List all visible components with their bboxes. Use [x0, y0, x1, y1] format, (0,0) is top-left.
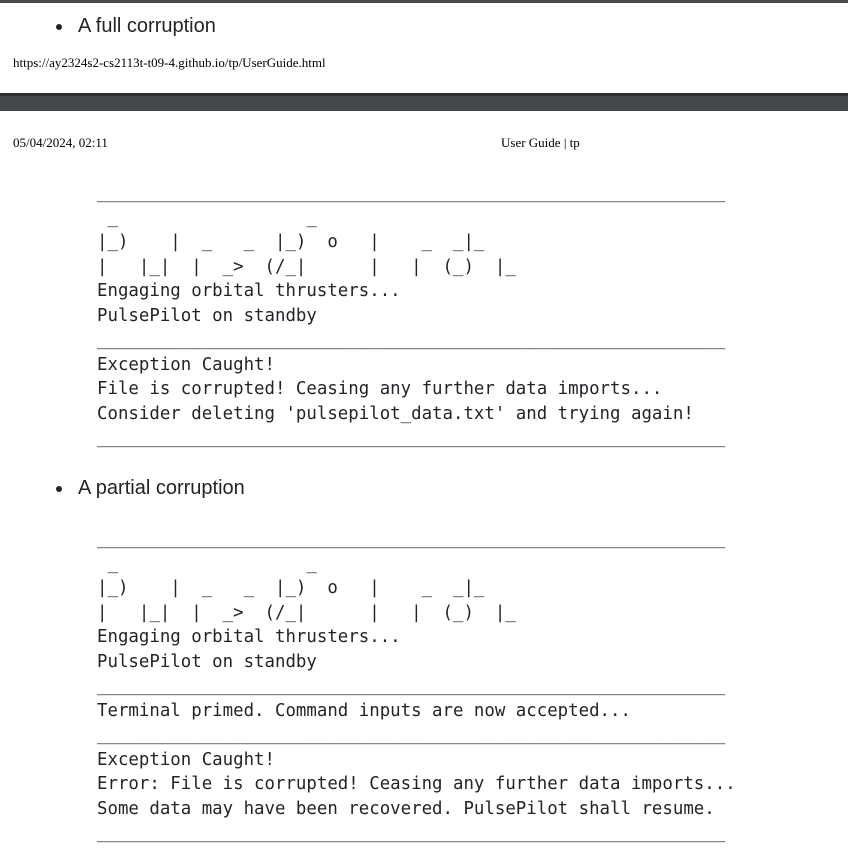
list-item-partial-corruption: [56, 477, 245, 500]
page-top-edge: [0, 0, 848, 3]
list-item-full-corruption: [56, 15, 216, 38]
bullet-dot-icon: [56, 486, 62, 492]
terminal-output-partial-corruption: ____________________________________________________________ _ _ |_) | _ _ |_) o | _ _|_ | |_| | _> (/_| | | (_) |_ Engaging orbital thrusters... PulsePilot on standby ____________________________________________________________ Terminal primed. Command inputs are now accepted... ____________________________________________________________ Exception Caught! Error: File is corrupted! Ceasing any further data imports... Some data may have been recovered. PulsePilot shall resume. ____________________________________________________________: [97, 529, 736, 843]
bullet-label: A partial corruption: [78, 477, 245, 499]
print-footer-url: https://ay2324s2-cs2113t-t09-4.github.io/tp/UserGuide.html: [13, 55, 326, 70]
bullet-dot-icon: [56, 24, 62, 30]
print-header-date: 05/04/2024, 02:11: [13, 135, 108, 150]
print-header-title: User Guide | tp: [501, 135, 580, 150]
terminal-output-full-corruption: ____________________________________________________________ _ _ |_) | _ _ |_) o | _ _|_ | |_| | _> (/_| | | (_) |_ Engaging orbital thrusters... PulsePilot on standby ____________________________________________________________ Exception Caught! File is corrupted! Ceasing any further data imports... Consider deleting 'pulsepilot_data.txt' and trying again! ____________________________________________________________: [97, 183, 726, 448]
page-break-divider: [0, 93, 848, 111]
bullet-label: A full corruption: [78, 15, 216, 37]
